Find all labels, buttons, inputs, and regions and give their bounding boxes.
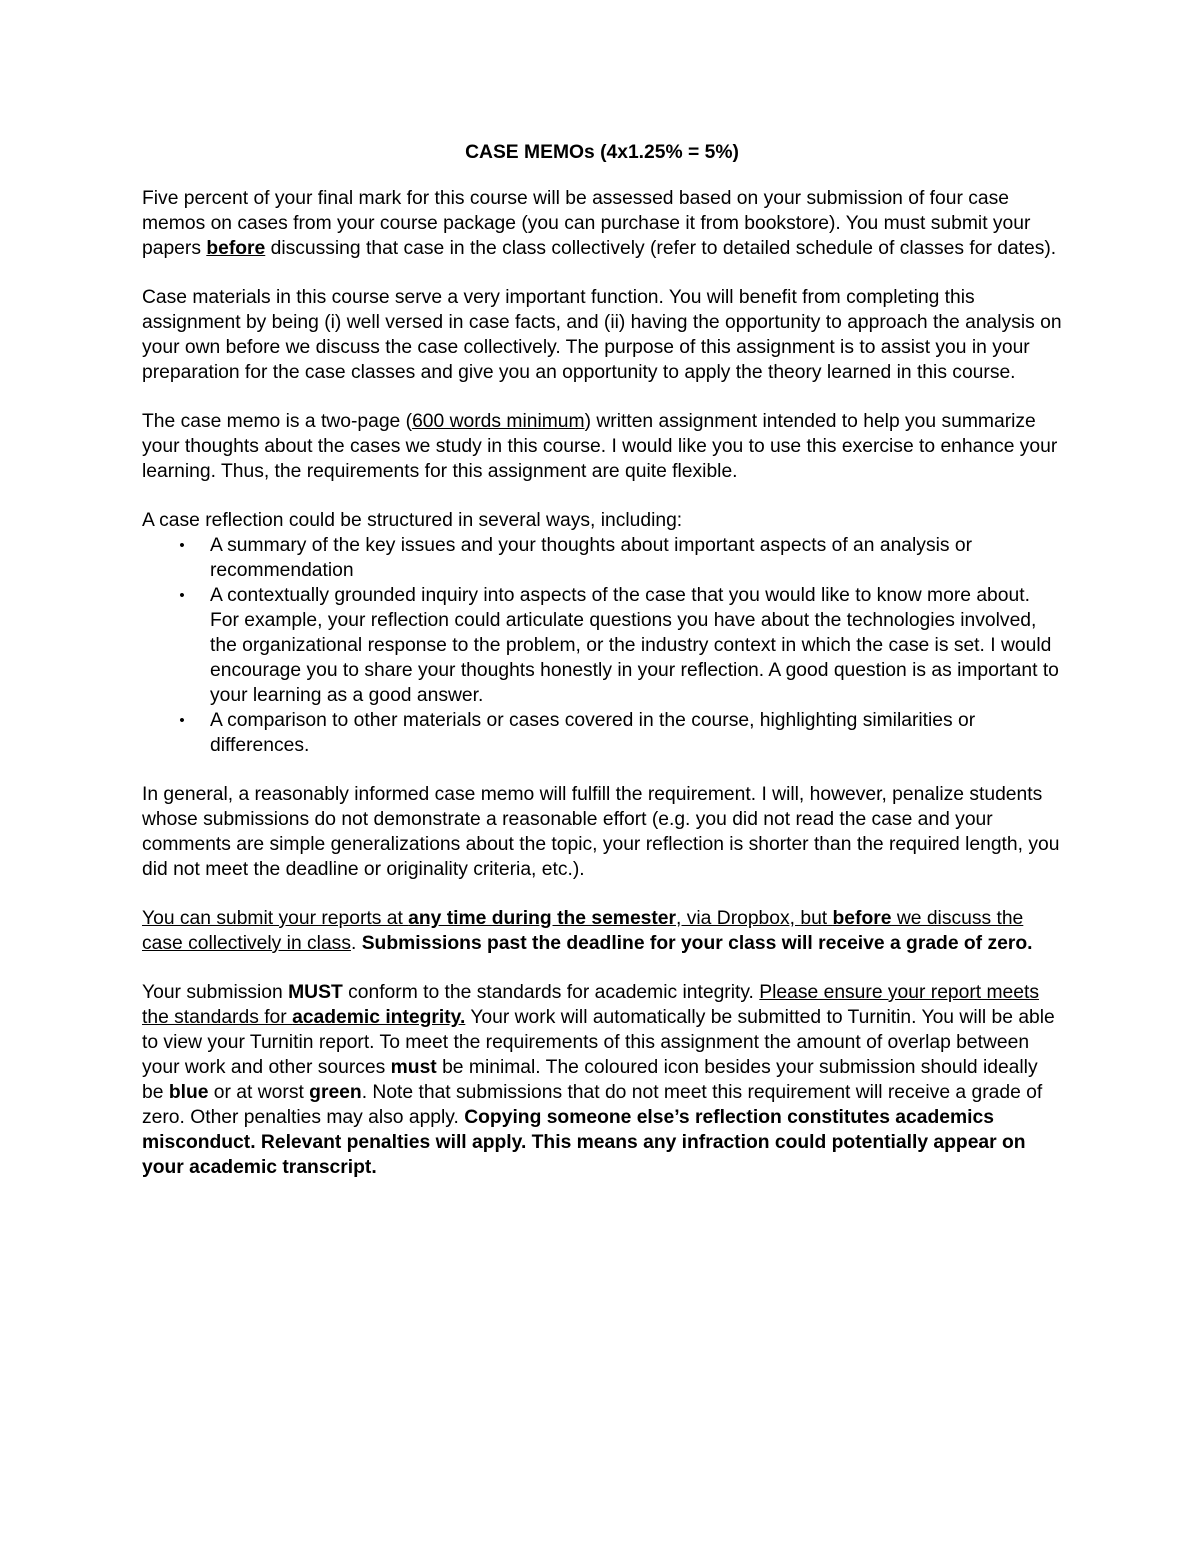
emphasis-misconduct-warning: Copying someone else’s reflection constitutes academics misconduct. Relevant penalties will apply. This means any infraction could potentially appear on your academic transcript.	[142, 1107, 1026, 1178]
text-span: we discuss the case collectively in class	[142, 908, 1024, 954]
list-item-text: A contextually grounded inquiry into aspects of the case that you would like to know more about. For example, your reflection could articulate questions you have about the technologies involved, the organizational response to the problem, or the industry context in which the case is set. I would encourage you to share your thoughts honestly in your reflection. A good question is as important to your learning as a good answer.	[210, 585, 1059, 706]
text-span: Please ensure your report meets the standards for	[142, 982, 1040, 1028]
bullet-list	[142, 533, 1062, 758]
text-span: You can submit your reports at	[142, 908, 409, 929]
paragraph-grading-expectations: In general, a reasonably informed case memo will fulfill the requirement. I will, however, penalize students whose submissions do not demonstrate a reasonable effort (e.g. you did not read the case and your comments are simple generalizations about the topic, your reflection is shorter than the required length, you did not meet the deadline or originality criteria, etc.).	[142, 784, 1060, 880]
emphasis-any-time: any time during the semester	[408, 908, 677, 929]
list-item-text: A summary of the key issues and your thoughts about important aspects of an analysis or recommendation	[210, 535, 973, 581]
paragraph-structure-intro: A case reflection could be structured in several ways, including:	[142, 510, 683, 531]
text-span: discussing that case in the class collectively (refer to detailed schedule of classes for dates).	[265, 238, 1057, 259]
emphasis-word-minimum: 600 words minimum	[412, 411, 585, 432]
emphasis-must: MUST	[288, 982, 343, 1003]
page-title: CASE MEMOs (4x1.25% = 5%)	[465, 142, 739, 163]
paragraph-submission-overview	[142, 186, 1062, 261]
emphasis-must: must	[390, 1057, 437, 1078]
text-span: , via Dropbox, but	[676, 908, 833, 929]
text-span: . Note that submissions that do not meet this requirement will receive a grade of zero. Other penalties may also apply.	[142, 1082, 1043, 1128]
text-span: or at worst	[208, 1082, 310, 1103]
text-span: Your submission	[142, 982, 289, 1003]
paragraph-deadline	[142, 906, 1062, 956]
list-item-text: A comparison to other materials or cases covered in the course, highlighting similarities or differences.	[210, 710, 976, 756]
text-span: be minimal. The coloured icon besides your submission should ideally be	[142, 1057, 1038, 1103]
paragraph-academic-integrity	[142, 980, 1062, 1180]
emphasis-academic-integrity: academic integrity.	[292, 1007, 466, 1028]
paragraph-case-materials: Case materials in this course serve a very important function. You will benefit from completing this assignment by being (i) well versed in case facts, and (ii) having the opportunity to approach the analysis on your own before we discuss the case collectively. The purpose of this assignment is to assist you in your preparation for the case classes and give you an opportunity to apply the theory learned in this course.	[142, 287, 1062, 383]
text-span: Five percent of your final mark for this course will be assessed based on your submission of four case memos on cases from your course package (you can purchase it from bookstore). You must submit your papers	[142, 188, 1031, 259]
emphasis-before: before	[832, 908, 892, 929]
text-span: ) written assignment intended to help you summarize your thoughts about the cases we study in this course. I would like you to use this exercise to enhance your learning. Thus, the requirements for this assignment are quite flexible.	[142, 411, 1058, 482]
list-item	[142, 708, 1062, 758]
emphasis-zero-grade: Submissions past the deadline for your class will receive a grade of zero.	[361, 933, 1033, 954]
emphasis-before: before	[206, 238, 266, 259]
text-span: conform to the standards for academic integrity.	[342, 982, 760, 1003]
bullet-icon: •	[179, 587, 185, 604]
document-body	[142, 140, 1062, 1204]
text-span: Your work will automatically be submitted to Turnitin. You will be able to view your Turnitin report. To meet the requirements of this assignment the amount of overlap between your work and other sources	[142, 1007, 1055, 1078]
list-item	[142, 533, 1062, 583]
bullet-icon: •	[179, 537, 185, 554]
text-span: The case memo is a two-page (	[142, 411, 413, 432]
paragraph-memo-length	[142, 409, 1062, 484]
text-span: .	[350, 933, 362, 954]
list-item	[142, 583, 1062, 708]
bullet-icon: •	[179, 712, 185, 729]
emphasis-green: green	[309, 1082, 362, 1103]
emphasis-blue: blue	[168, 1082, 209, 1103]
